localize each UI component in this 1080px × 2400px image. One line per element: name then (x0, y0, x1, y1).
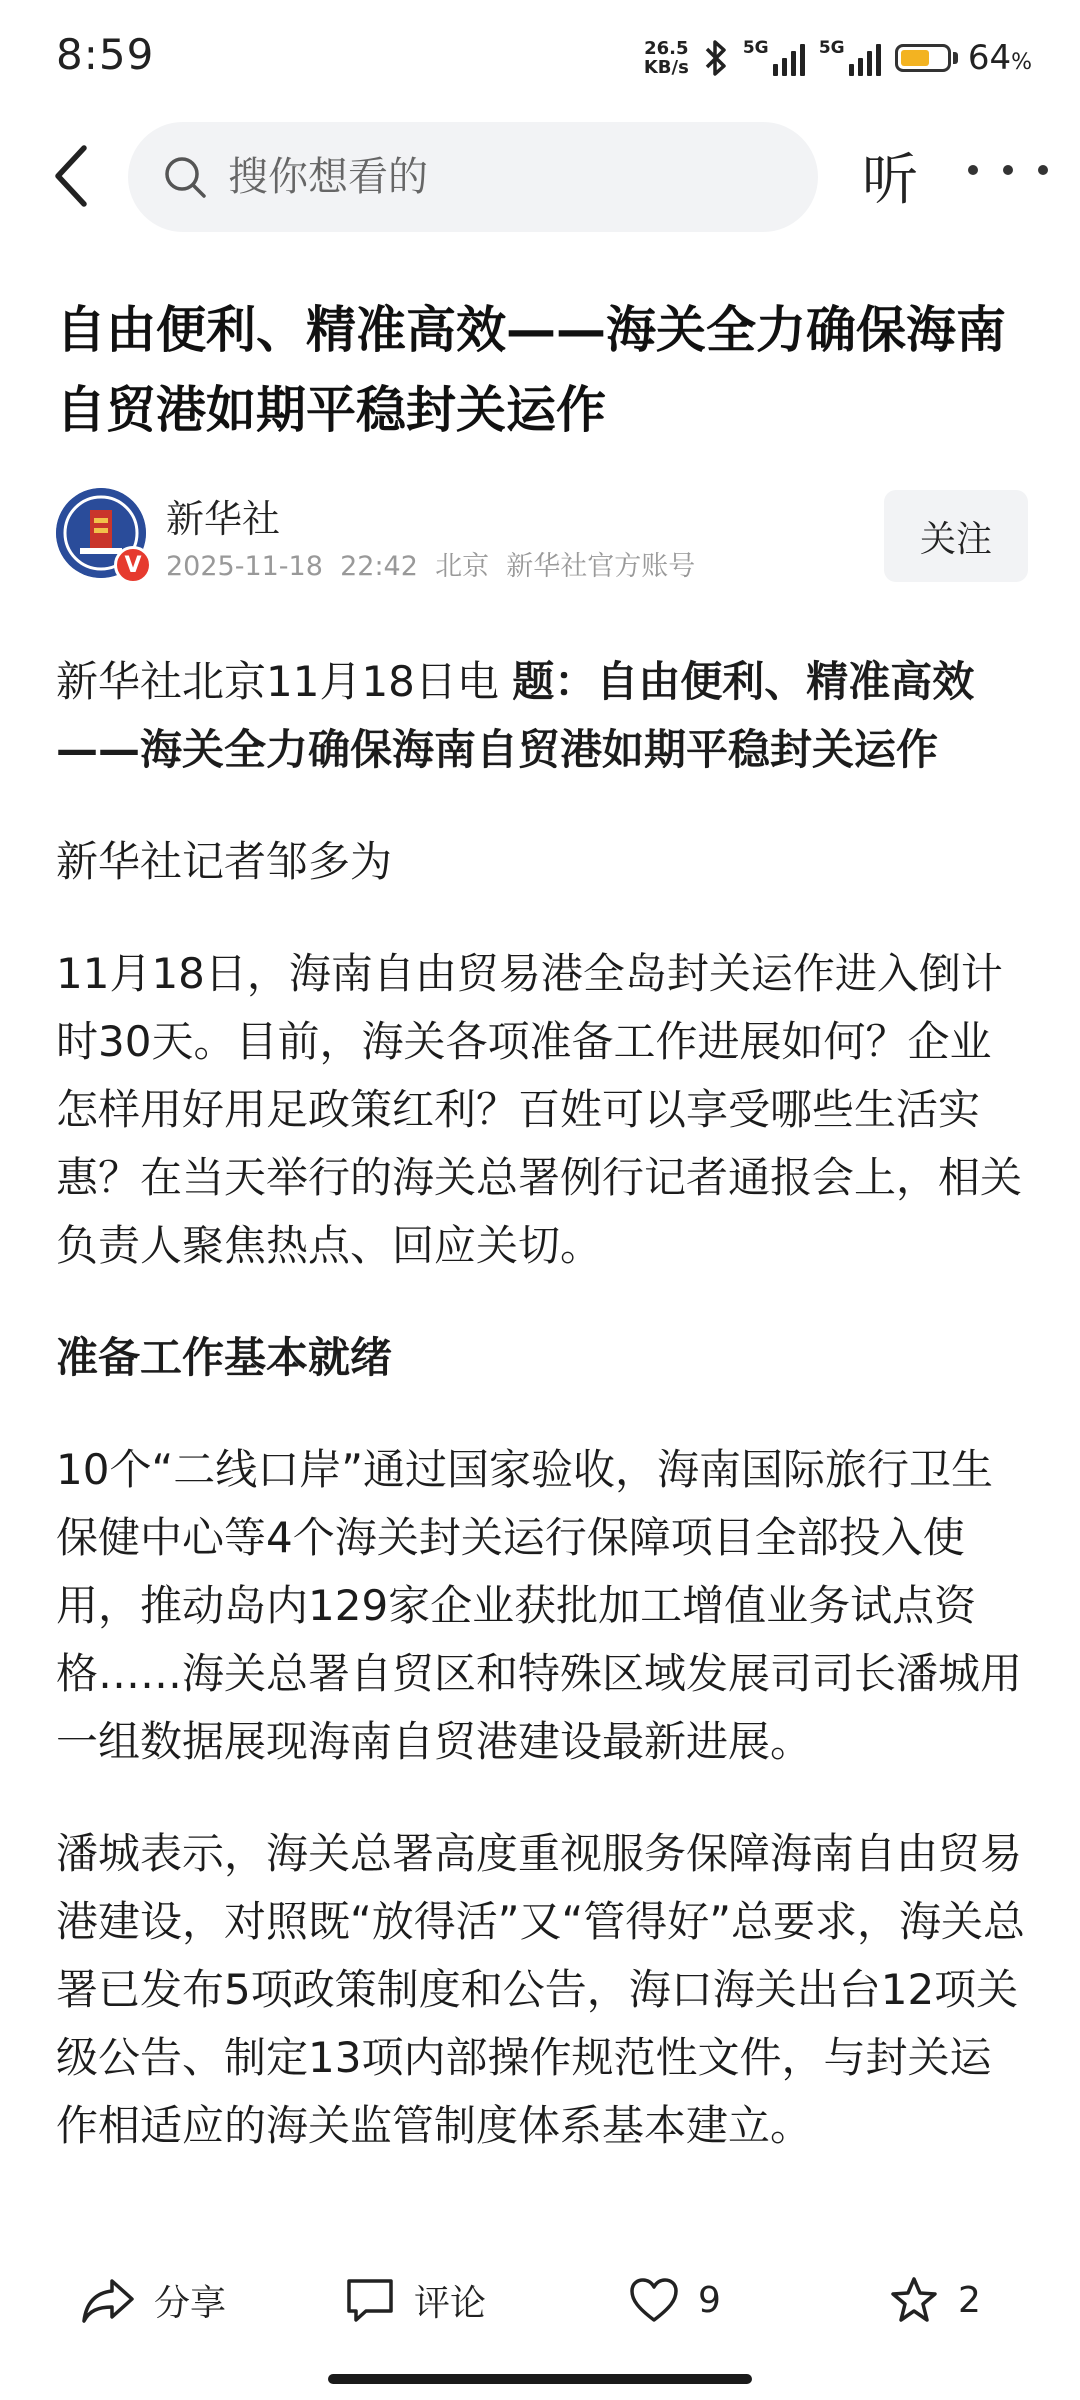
share-button[interactable] (80, 2250, 226, 2350)
article-title: 自由便利、精准高效——海关全力确保海南自贸港如期平稳封关运作 (56, 301, 1006, 439)
paragraph-1: 11月18日，海南自由贸易港全岛封关运作进入倒计时30天。目前，海关各项准备工作进展如何？企业怎样用好用足政策红利？百姓可以享受哪些生活实惠？在当天举行的海关总署例行记者通报会上，相关负责人聚焦热点、回应关切。 (56, 949, 1023, 1270)
comment-label: 评论 (414, 2282, 487, 2324)
account-type: 新华社官方账号 (506, 551, 696, 582)
share-icon (80, 2275, 136, 2325)
favorite-count: 2 (958, 2279, 981, 2321)
battery-indicator (895, 38, 1032, 78)
listen-button[interactable]: 听 (862, 148, 918, 213)
network-speed (644, 39, 689, 77)
like-button[interactable] (628, 2250, 721, 2350)
more-options-button[interactable] (968, 150, 1048, 190)
top-nav (0, 116, 1080, 236)
author-row (56, 488, 1028, 588)
follow-button[interactable]: 关注 (884, 490, 1028, 582)
back-arrow-icon (52, 144, 92, 208)
paragraph-2: 10个“二线口岸”通过国家验收，海南国际旅行卫生保健中心等4个海关封关运行保障项目全部投入使用，推动岛内129家企业获批加工增值业务试点资格……海关总署自贸区和特殊区域发展司司长潘城用一组数据展现海南自贸港建设最新进展。 (56, 1445, 1023, 1766)
verified-badge-icon: V (114, 546, 152, 584)
star-icon (888, 2275, 940, 2325)
comment-button[interactable] (344, 2250, 486, 2350)
back-button[interactable] (36, 138, 108, 214)
search-input[interactable] (226, 153, 750, 201)
battery-icon (895, 44, 951, 72)
author-name[interactable]: 新华社 (166, 497, 281, 541)
bluetooth-icon (703, 38, 729, 78)
heart-icon (628, 2276, 680, 2324)
battery-fill (901, 50, 929, 66)
like-count: 9 (698, 2279, 721, 2321)
publish-time: 22:42 (340, 551, 418, 582)
battery-percent: 64% (967, 38, 1032, 78)
paragraph-3: 潘城表示，海关总署高度重视服务保障海南自由贸易港建设，对照既“放得活”又“管得好”总要求，海关总署已发布5项政策制度和公告，海口海关出台12项关级公告、制定13项内部操作规范性文件，与封关运作相适应的海关监管制度体系基本建立。 (56, 1829, 1026, 2150)
more-dots-icon (968, 165, 978, 175)
reporter-line: 新华社记者邹多为 (56, 837, 393, 886)
search-icon (162, 154, 208, 200)
signal-strength-2-icon (819, 40, 881, 76)
publish-meta (166, 544, 695, 583)
status-time: 8:59 (56, 30, 155, 79)
comment-icon (344, 2276, 396, 2324)
favorite-button[interactable] (888, 2250, 981, 2350)
section-heading: 准备工作基本就绪 (56, 1333, 393, 1382)
share-label: 分享 (154, 2282, 227, 2324)
bottom-action-bar (0, 2250, 1080, 2350)
status-bar (0, 0, 1080, 116)
signal-2-label: 5G (818, 38, 845, 58)
home-indicator[interactable] (328, 2374, 752, 2384)
dateline: 新华社北京11月18日电 (56, 657, 513, 706)
status-icons (644, 34, 1032, 82)
signal-strength-1-icon (743, 40, 805, 76)
search-bar[interactable] (128, 122, 818, 232)
publish-date: 2025-11-18 (166, 551, 323, 582)
signal-1-label: 5G (742, 38, 769, 58)
lead-paragraph (56, 648, 1032, 784)
publish-location: 北京 (435, 551, 490, 582)
lead-headline: 题：自由便利、精准高效——海关全力确保海南自贸港如期平稳封关运作 (56, 657, 975, 774)
network-speed-unit: KB/s (643, 57, 689, 78)
network-speed-value: 26.5 (644, 38, 689, 59)
article-body (56, 648, 1032, 2204)
